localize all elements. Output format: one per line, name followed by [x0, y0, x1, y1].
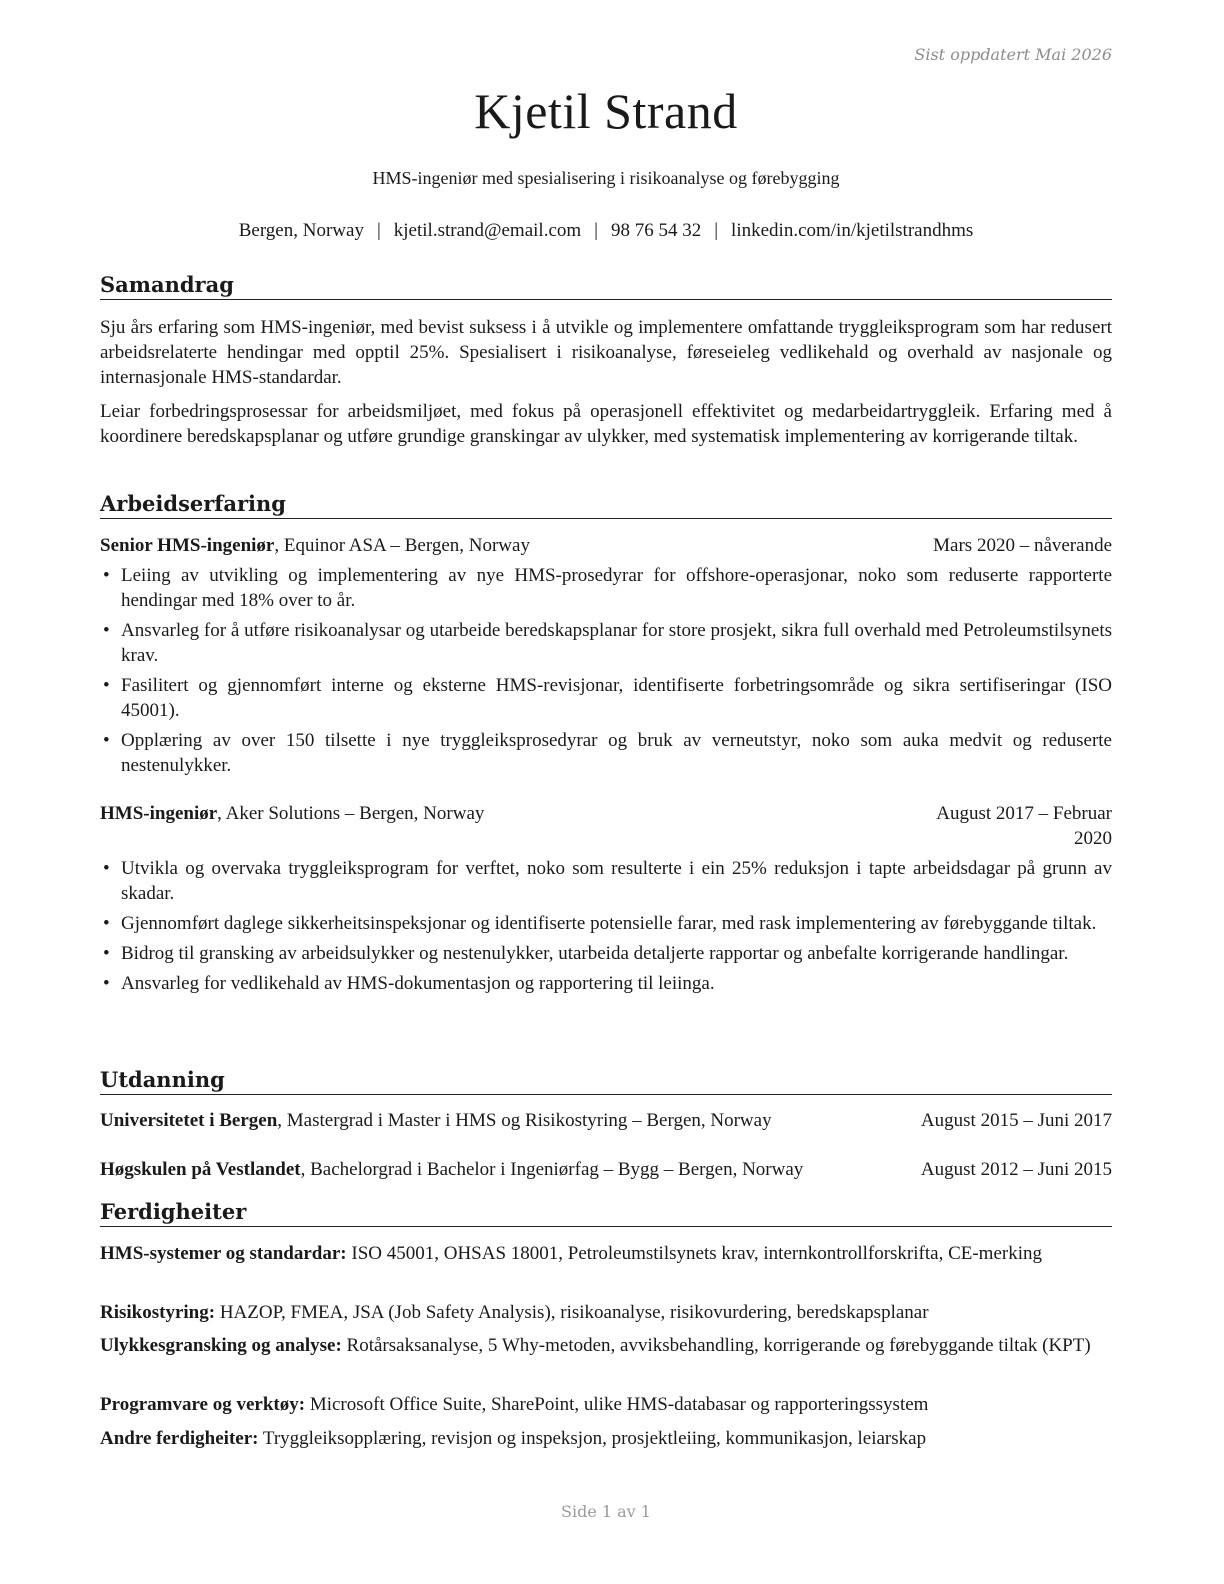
job-bullets — [100, 856, 1112, 1001]
school-name: Universitetet i Bergen — [100, 1110, 278, 1131]
skill-label: Andre ferdigheiter: — [100, 1428, 259, 1449]
job-dates — [872, 801, 1112, 851]
degree-detail: , Bachelorgrad i Bachelor i Ingeniørfag – Bygg – Bergen, Norway — [300, 1159, 804, 1180]
job-dates-line2: 2020 — [1074, 828, 1112, 849]
section-title-summary: Samandrag — [100, 271, 1112, 300]
education-line — [100, 1108, 772, 1133]
education-item — [100, 1108, 1112, 1133]
section-title-skills: Ferdigheiter — [100, 1198, 1112, 1227]
skill-text: Tryggleiksopplæring, revisjon og inspeksjon, prosjektleiing, kommunikasjon, leiarskap — [258, 1428, 927, 1449]
list-item: • Gjennomført daglege sikkerheitsinspeksjonar og identifiserte potensielle farar, med rask implementering av førebyggande tiltak. — [100, 911, 1112, 936]
education-line — [100, 1157, 803, 1182]
last-updated: Sist oppdatert Mai 2026 — [914, 45, 1112, 64]
contact-separator: | — [714, 220, 719, 241]
skill-row — [100, 1392, 1112, 1417]
contact-separator: | — [594, 220, 598, 241]
list-item: • Utvikla og overvaka tryggleiksprogram for verftet, noko som resulterte i ein 25% reduksjon i tapte arbeidsdagar på grunn av skadar. — [100, 856, 1112, 906]
job-dates-line1: August 2017 – Februar — [936, 803, 1112, 824]
skill-text: HAZOP, FMEA, JSA (Job Safety Analysis), risikoanalyse, risikovurdering, beredskapsplanar — [215, 1302, 929, 1323]
job-title-line — [100, 533, 530, 558]
list-item: • Opplæring av over 150 tilsette i nye tryggleiksprosedyrar og bruk av verneutstyr, noko som auka medvit og reduserte nestenulykker. — [100, 728, 1112, 778]
summary-paragraph: Leiar forbedringsprosessar for arbeidsmiljøet, med fokus på operasjonell effektivitet og medarbeidartryggleik. Erfaring med å koordinere beredskapsplanar og utføre grundige granskingar av ulykker, med systematisk implementering av korrigerande tiltak. — [100, 401, 1112, 447]
skill-text: Microsoft Office Suite, SharePoint, ulike HMS-databasar og rapporteringssystem — [305, 1394, 929, 1415]
degree-detail: , Mastergrad i Master i HMS og Risikostyring – Bergen, Norway — [277, 1110, 772, 1131]
skill-text: ISO 45001, OHSAS 18001, Petroleumstilsynets krav, internkontrollforskrifta, CE-merking — [346, 1243, 1042, 1264]
headline: HMS-ingeniør med spesialisering i risikoanalyse og førebygging — [372, 168, 840, 188]
skill-text: Rotårsaksanalyse, 5 Why-metoden, avviksbehandling, korrigerande og førebyggande tiltak (KPT) — [341, 1335, 1091, 1356]
job-role: Senior HMS-ingeniør — [100, 535, 275, 556]
job-org: , Aker Solutions – Bergen, Norway — [217, 803, 485, 824]
summary-paragraph: Sju års erfaring som HMS-ingeniør, med bevist suksess i å utvikle og implementere omfattande tryggleiksprogram som har redusert arbeidsrelaterte hendingar med opptil 25%. Spesialisert i risikoanalyse, føreseieleg vedlikehald og overhald av nasjonale og internasjonale HMS-standardar. — [100, 317, 1112, 388]
list-item: • Bidrog til gransking av arbeidsulykker og nestenulykker, utarbeida detaljerte rapportar og anbefalte korrigerande handlingar. — [100, 941, 1112, 966]
skill-row — [100, 1333, 1112, 1358]
person-name: Kjetil Strand — [474, 83, 738, 139]
job-bullets — [100, 563, 1112, 783]
skill-label: Risikostyring: — [100, 1302, 216, 1323]
education-dates: August 2012 – Juni 2015 — [920, 1159, 1112, 1180]
education-item — [100, 1157, 1112, 1182]
contact-separator: | — [376, 220, 381, 241]
skill-label: Programvare og verktøy: — [100, 1394, 306, 1415]
job-title-line — [100, 801, 484, 826]
section-title-experience: Arbeidserfaring — [100, 490, 1112, 519]
job-role: HMS-ingeniør — [100, 803, 218, 824]
list-item: • Ansvarleg for å utføre risikoanalysar og utarbeide beredskapsplanar for store prosjekt, sikra full overhald med Petroleumstilsynets krav. — [100, 618, 1112, 668]
contact-phone: 98 76 54 32 — [610, 220, 702, 241]
contact-linkedin[interactable]: linkedin.com/in/kjetilstrandhms — [731, 220, 974, 241]
job-dates: Mars 2020 – nåverande — [933, 535, 1112, 556]
list-item: • Ansvarleg for vedlikehald av HMS-dokumentasjon og rapportering til leiinga. — [100, 971, 1112, 996]
contact-line — [0, 220, 1212, 242]
skill-row — [100, 1241, 1112, 1266]
list-item: • Leiing av utvikling og implementering av nye HMS-prosedyrar for offshore-operasjonar, noko som reduserte rapporterte hendingar med 18% over to år. — [100, 563, 1112, 613]
job-org: , Equinor ASA – Bergen, Norway — [274, 535, 530, 556]
school-name: Høgskulen på Vestlandet — [100, 1159, 301, 1180]
job-header — [100, 533, 1112, 558]
skill-label: HMS-systemer og standardar: — [100, 1243, 347, 1264]
job-header — [100, 801, 1112, 849]
skill-row — [100, 1300, 1112, 1325]
skill-label: Ulykkesgransking og analyse: — [100, 1335, 342, 1356]
contact-email[interactable]: kjetil.strand@email.com — [393, 220, 582, 241]
list-item: • Fasilitert og gjennomført interne og eksterne HMS-revisjonar, identifiserte forbetringsområde og sikra sertifiseringar (ISO 45001). — [100, 673, 1112, 723]
contact-location: Bergen, Norway — [238, 220, 364, 241]
skill-row — [100, 1426, 1112, 1451]
education-dates: August 2015 – Juni 2017 — [920, 1110, 1112, 1131]
section-title-education: Utdanning — [100, 1066, 1112, 1095]
page-number: Side 1 av 1 — [561, 1502, 651, 1521]
